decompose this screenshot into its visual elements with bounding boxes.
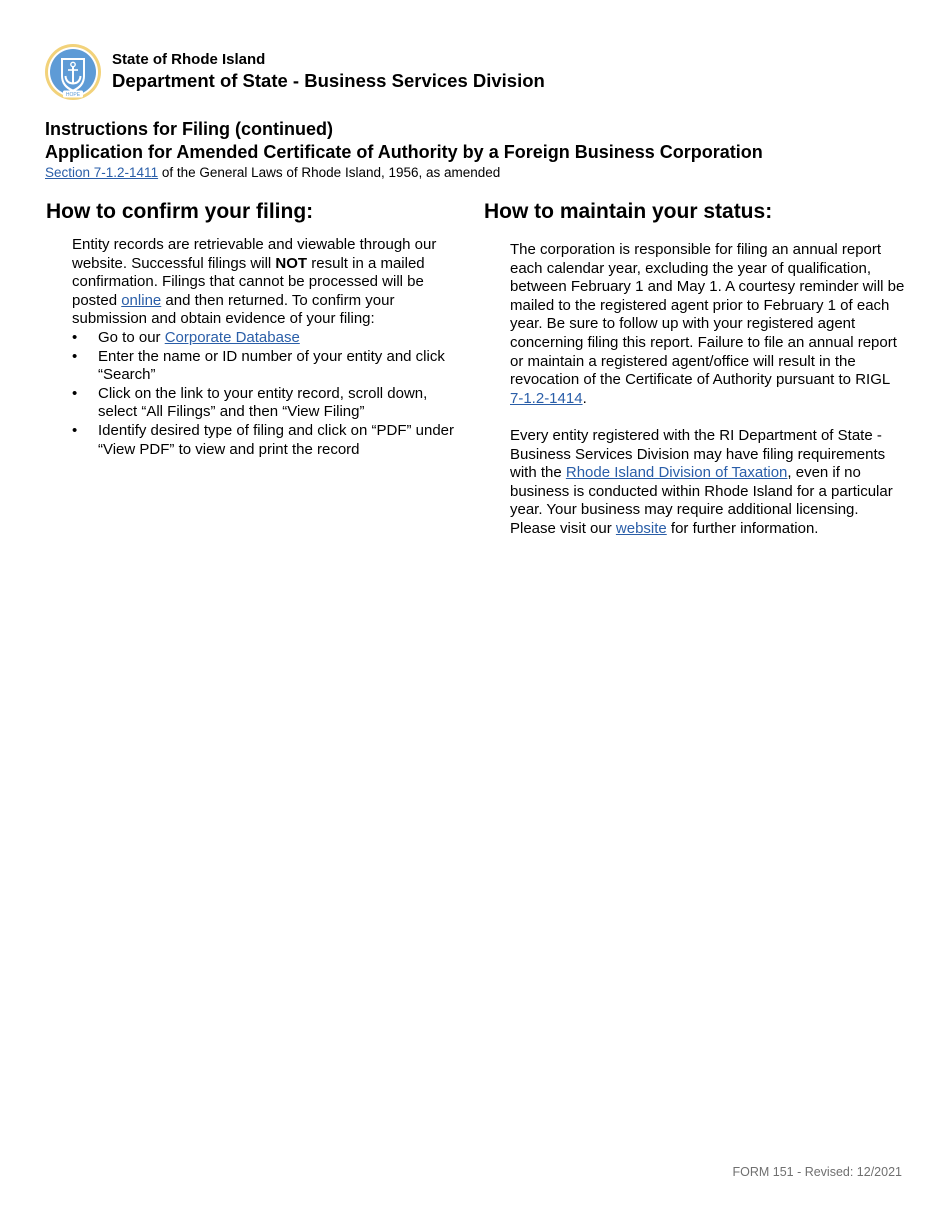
online-link[interactable]: online (121, 291, 162, 309)
statute-reference (45, 164, 925, 182)
statute-text: of the General Laws of Rhode Island, 1956, as amended (158, 165, 501, 180)
document-titles (45, 118, 925, 182)
bullet-icon: • (72, 347, 78, 365)
instructions-title: Instructions for Filing (continued) (45, 119, 333, 139)
bullet-icon: • (72, 384, 78, 402)
taxation-text-a: Every entity registered with the RI Department of State - Business Services Division may have filing requirements with the (510, 426, 886, 482)
list-item (72, 422, 466, 459)
form-revision-footer: FORM 151 - Revised: 12/2021 (732, 1165, 902, 1179)
state-name: State of Rhode Island (112, 51, 266, 68)
bullet-icon: • (72, 328, 78, 346)
taxation-text-b: , even if no business is conducted within Rhode Island for a particular year. Your business may require additional licensing. Please visit our (510, 464, 893, 537)
intro-bold-not: NOT (275, 254, 308, 272)
maintain-heading: How to maintain your status: (484, 200, 773, 223)
statute-link[interactable]: Section 7-1.2-1411 (45, 165, 159, 180)
seal-motto: HOPE (65, 92, 81, 98)
intro-text-b: result in a mailed confirmation. Filings that cannot be processed will be posted (72, 254, 425, 309)
list-item (72, 329, 466, 348)
list-item (72, 348, 466, 385)
department-name: Department of State - Business Services Division (112, 70, 545, 91)
confirm-intro (72, 236, 462, 329)
agency-block (112, 43, 545, 93)
annual-report-end: . (582, 389, 587, 407)
corporate-database-link[interactable]: Corporate Database (164, 328, 300, 346)
confirm-heading: How to confirm your filing: (46, 200, 314, 223)
bullet-icon: • (72, 421, 78, 439)
list-item (72, 385, 466, 422)
application-title: Application for Amended Certificate of Authority by a Foreign Business Corporation (45, 141, 763, 162)
annual-report-text: The corporation is responsible for filing an annual report each calendar year, excluding the year of qualification, between February 1 and May 1. A courtesy reminder will be mailed to the registered agent prior to February 1 of each year. Be sure to follow up with your registered agent concerning filing this report. Failure to file an annual report or maintain a registered agent/office will result in the revocation of the Certificate of Authority pursuant to RIGL (510, 241, 905, 389)
taxation-link[interactable]: Rhode Island Division of Taxation (565, 464, 788, 482)
step3-text: Click on the link to your entity record, scroll down, select “All Filings” and then “View Filing” (98, 384, 428, 421)
step4-text: Identify desired type of filing and click on “PDF” under “View PDF” to view and print the record (98, 421, 455, 458)
maintain-body (510, 241, 905, 539)
maintain-status-section (484, 199, 914, 539)
intro-text-c: and then returned. To confirm your submission and obtain evidence of your filing: (72, 291, 395, 328)
intro-text-a: Entity records are retrievable and viewable through our website. Successful filings will (72, 236, 437, 272)
website-link[interactable]: website (615, 519, 667, 537)
confirm-steps-list (72, 329, 466, 459)
state-seal-logo (44, 43, 102, 101)
step2-text: Enter the name or ID number of your entity and click “Search” (98, 347, 445, 384)
confirm-filing-section (46, 199, 466, 459)
paragraph-spacer (510, 408, 905, 427)
page-header (44, 43, 545, 101)
step1-text: Go to our (98, 328, 165, 346)
taxation-text-c: for further information. (666, 519, 819, 537)
rigl-link[interactable]: 7-1.2-1414 (510, 389, 583, 407)
